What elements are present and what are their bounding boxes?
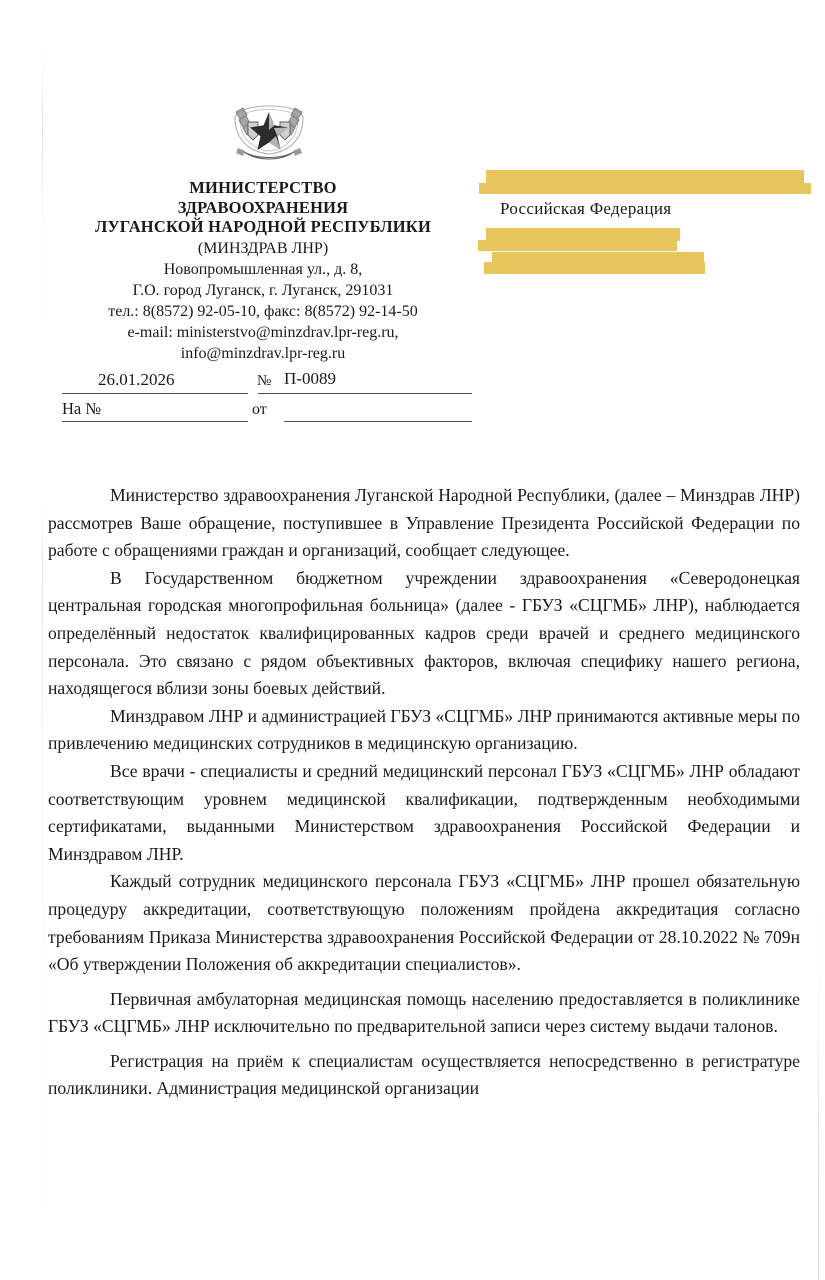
body-paragraph: Минздравом ЛНР и администрацией ГБУЗ «СЦГМБ» ЛНР принимаются активные меры по привлечению медицинских сотрудников в медицинскую организацию.	[48, 705, 800, 754]
address-line-1: Новопромышленная ул., д. 8,	[163, 260, 363, 278]
email-line-2: info@minzdrav.lpr-reg.ru	[180, 344, 346, 362]
outgoing-reference-row	[62, 369, 472, 395]
ministry-short-name: (МИНЗДРАВ ЛНР)	[197, 239, 329, 257]
number-sign-label: №	[257, 373, 272, 389]
reference-block	[62, 369, 472, 423]
address-line-2: Г.О. город Луганск, г. Луганск, 291031	[132, 281, 394, 299]
body-paragraph: Каждый сотрудник медицинского персонала ГБУЗ «СЦГМБ» ЛНР прошел обязательную процедуру аккредитации, соответствующую положениям пройдена аккредитация согласно требованиям Приказа Министерства здравоохранения Российской Федерации от 28.10.2022 № 709н «Об утверждении Положения об аккредитации специалистов».	[48, 871, 800, 975]
body-paragraph: Министерство здравоохранения Луганской Народной Республики, (далее – Минздрав ЛНР) рассмотрев Ваше обращение, поступившее в Управление Президента Российской Федерации по работе с обращениями граждан и организаций, сообщает следующее.	[48, 485, 800, 561]
letter-body	[48, 482, 800, 1103]
redaction-bar-1b	[479, 183, 811, 194]
email-line-1: e-mail: ministerstvo@minzdrav.lpr-reg.ru,	[127, 323, 399, 341]
incoming-date-rule	[284, 421, 472, 422]
phone-fax-line: тел.: 8(8572) 92-05-10, факс: 8(8572) 92-14-50	[108, 302, 418, 320]
number-rule	[258, 393, 472, 394]
body-paragraph: В Государственном бюджетном учреждении здравоохранения «Северодонецкая центральная городская многопрофильная больница» (далее - ГБУЗ «СЦГМБ» ЛНР), наблюдается определённый недостаток квалифицированных кадров среди врачей и среднего медицинского персонала. Это связано с рядом объективных факторов, включая специфику нашего региона, находящегося вблизи зоны боевых действий.	[48, 567, 800, 699]
incoming-number-rule	[62, 421, 248, 422]
lnr-coat-of-arms-icon	[226, 94, 312, 168]
redaction-bar-1	[486, 170, 804, 184]
scan-edge-left	[42, 40, 43, 1280]
body-paragraph: Все врачи - специалисты и средний медицинский персонал ГБУЗ «СЦГМБ» ЛНР обладают соответствующим уровнем медицинской квалификации, подтвержденным необходимыми сертификатами, выданными Министерством здравоохранения Российской Федерации и Минздравом ЛНР.	[48, 760, 800, 864]
scan-edge-right	[818, 0, 819, 1280]
ministry-line-1: МИНИСТЕРСТВО	[189, 178, 337, 197]
incoming-reference-row	[62, 397, 472, 423]
ministry-line-3: ЛУГАНСКОЙ НАРОДНОЙ РЕСПУБЛИКИ	[94, 217, 431, 236]
body-paragraph: Первичная амбулаторная медицинская помощь населению предоставляется в поликлинике ГБУЗ «СЦГМБ» ЛНР исключительно по предварительной записи через систему выдачи талонов.	[48, 988, 800, 1037]
outgoing-date: 26.01.2026	[98, 370, 175, 389]
addressee-country: Российская Федерация	[500, 199, 672, 218]
incoming-number-label: На №	[62, 399, 102, 418]
outgoing-number: П-0089	[284, 369, 336, 388]
letterhead	[48, 178, 478, 364]
redaction-bar-2b	[478, 240, 677, 251]
date-rule	[62, 393, 248, 394]
letterhead-contact-block	[48, 259, 478, 364]
ministry-line-2: ЗДРАВООХРАНЕНИЯ	[177, 197, 349, 217]
redaction-bar-3b	[484, 262, 705, 274]
body-paragraph: Регистрация на приём к специалистам осуществляется непосредственно в регистратуре поликлиники. Администрация медицинской организации	[48, 1050, 800, 1099]
incoming-date-label: от	[252, 401, 267, 418]
